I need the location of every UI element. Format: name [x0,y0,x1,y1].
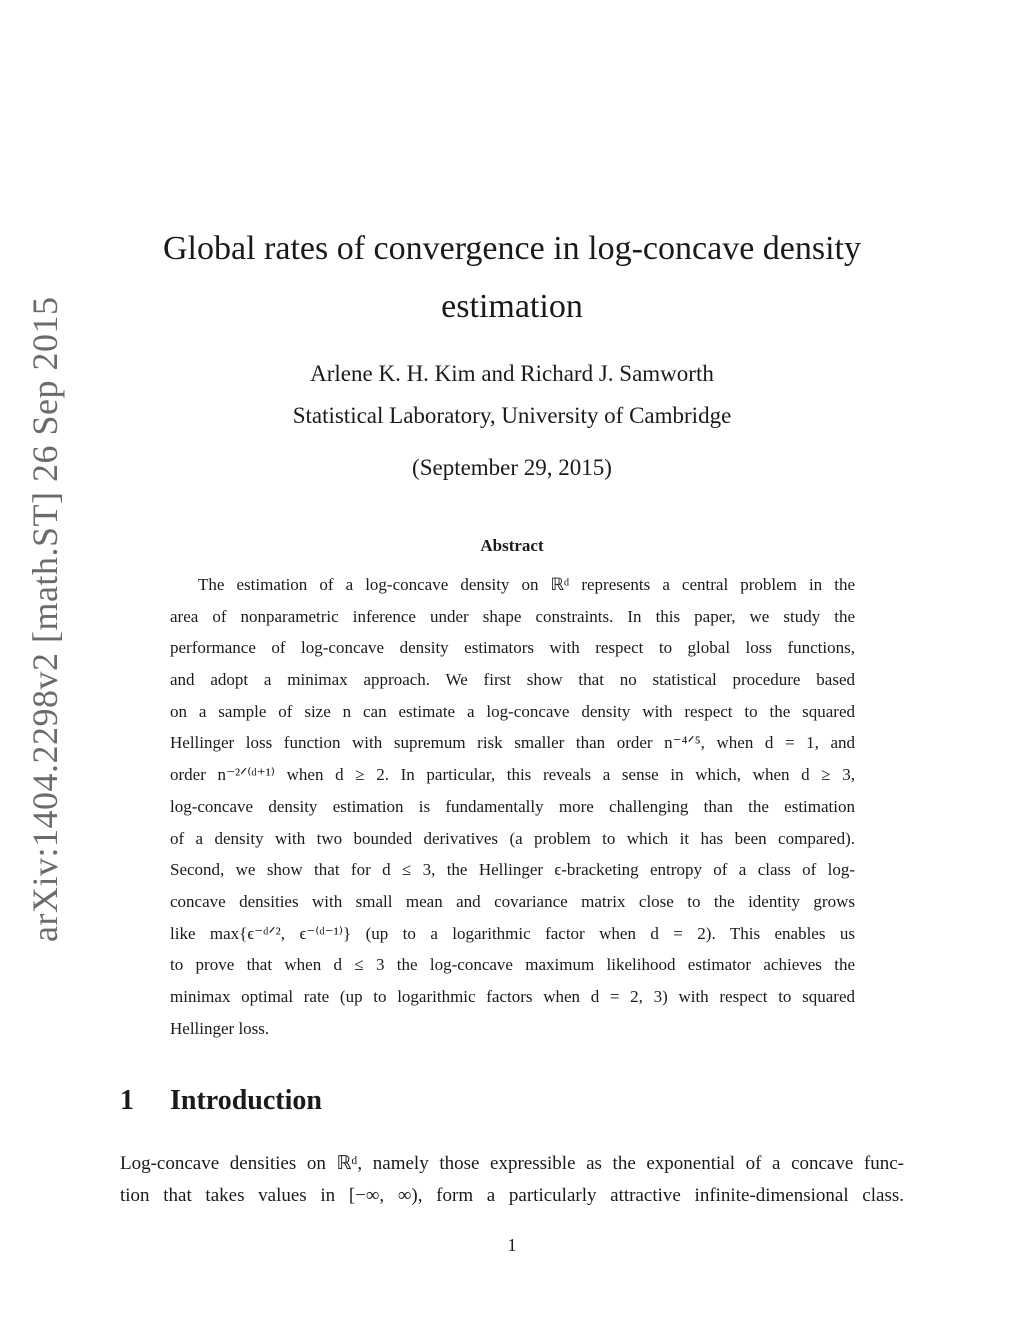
intro-line: tion that takes values in [−∞, ∞), form a particularly attractive infinite-dimensional class. [120,1185,904,1206]
date: (September 29, 2015) [412,455,612,480]
abstract-line: minimax optimal rate (up to logarithmic factors when d = 2, 3) with respect to squared [170,986,855,1006]
authors: Arlene K. H. Kim and Richard J. Samworth [310,361,714,386]
arxiv-side-stamp [14,296,74,950]
abstract-line: Hellinger loss function with supremum risk smaller than order n⁻⁴ᐟ⁵, when d = 1, and [170,733,855,753]
abstract-line: on a sample of size n can estimate a log-concave density with respect to the squared [170,701,855,721]
abstract-line: area of nonparametric inference under shape constraints. In this paper, we study the [170,606,855,626]
abstract-line: and adopt a minimax approach. We first show that no statistical procedure based [170,670,855,690]
abstract-line: performance of log-concave density estimators with respect to global loss functions, [170,638,855,658]
abstract-body [170,569,855,1044]
intro-line: Log-concave densities on ℝᵈ, namely those expressible as the exponential of a concave func- [120,1153,904,1174]
intro-paragraph [120,1148,904,1212]
paper-title: Global rates of convergence in log-concave density estimation [163,230,861,325]
page-number: 1 [507,1235,517,1255]
abstract-line: The estimation of a log-concave density on ℝᵈ represents a central problem in the [198,575,855,594]
section-title: Introduction [170,1085,322,1116]
abstract-line: to prove that when d ≤ 3 the log-concave maximum likelihood estimator achieves the [170,955,855,975]
abstract-line: of a density with two bounded derivatives (a problem to which it has been compared). [170,828,855,848]
affiliation: Statistical Laboratory, University of Cambridge [292,403,732,428]
abstract-line: log-concave density estimation is fundamentally more challenging than the estimation [170,796,855,816]
abstract-line: Hellinger loss. [170,1018,270,1038]
abstract-line: concave densities with small mean and covariance matrix close to the identity grows [170,891,855,911]
abstract-line: order n⁻²ᐟ⁽ᵈ⁺¹⁾ when d ≥ 2. In particular, this reveals a sense in which, when d ≥ 3, [170,765,855,785]
section-number: 1 [120,1085,134,1116]
section-heading [120,1085,322,1117]
abstract-line: Second, we show that for d ≤ 3, the Hellinger ϵ-bracketing entropy of a class of log- [170,860,855,880]
abstract-line: like max{ϵ⁻ᵈᐟ², ϵ⁻⁽ᵈ⁻¹⁾} (up to a logarithmic factor when d = 2). This enables us [170,923,855,943]
abstract-heading: Abstract [480,536,544,555]
arxiv-identifier: arXiv:1404.2298v2 [math.ST] 26 Sep 2015 [25,296,65,942]
